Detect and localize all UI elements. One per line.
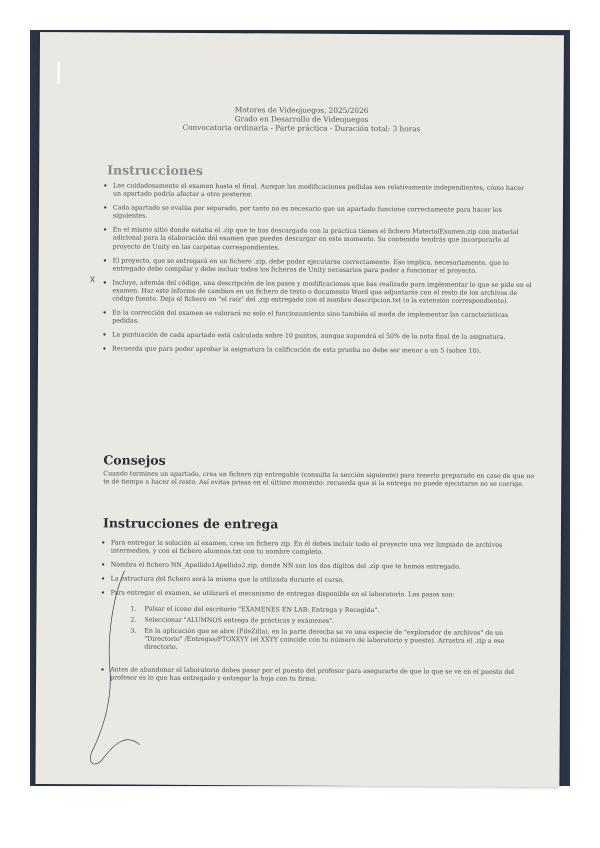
step-item: 1. Pulsar el icono del escritorio "EXAMENES EN LAB: Entrega y Recogida". — [130, 605, 380, 615]
list-item: • La puntuación de cada apartado está calculada sobre 10 puntos, aunque supondrá el 50% de la nota final de la asignatura. — [94, 331, 532, 342]
list-item: • El proyecto, que se entregará en un fichero .zip, debe poder ejecutarse correctamente. Eso implica, necesariamente, que lo entregado debe compilar y debe incluir todos los ficheros de Unity necesarios para poder a funcionar el proyecto. — [95, 257, 533, 276]
step-item: 3. En la aplicación que se abre (FileZilla), en la parte derecha se ve una especie de "explorador de archivos" de un "Directorio" /Entregas/PTOXXYY (el XXYY coincide con tu número de laboratorio y puesto). Arrastra el .zip a ese directorio. — [130, 627, 505, 652]
exam-paper — [35, 32, 564, 787]
header-session: Convocatoria ordinaria - Parte práctica - Duración total: 3 horas — [182, 122, 421, 134]
section-title-consejos: Consejos — [103, 452, 166, 468]
step-text: En la aplicación que se abre (FileZilla), en la parte derecha se ve una especie de "explorador de archivos" de un "Directorio" /Entregas/PTOXXYY (el XXYY coincide con tu número de laboratorio y puesto). Arrastra el .zip a ese directorio. — [144, 627, 505, 652]
list-item: • Antes de abandonar el laboratorio debes pasar por el puesto del profesor para asegurarte de que lo que se ve en el puesto del profesor es lo que has entregado y entregar la hoja con tu firma. — [92, 666, 530, 685]
list-item: • En la corrección del examen se valorará no solo el funcionamiento sino también el modo de implementar las características pedidas. — [94, 309, 532, 328]
list-item: • Incluye, además del código, una descripción de los pasos y modificaciones que has realizado para implementar lo que se pide en el examen. Haz este informe de cambios en un fichero de texto o documento Word que adjuntarás con el resto de los archivos de código fuente. Deja el fichero en "el raíz" del .zip entregado con el nombre descripcion.txt (o la extensión correspondiente). — [94, 279, 532, 307]
section-title-entrega: Instrucciones de entrega — [102, 515, 279, 532]
step-text: Seleccionar "ALUMNOS entrega de prácticas y exámenes". — [144, 616, 335, 625]
header-degree: Grado en Desarrollo de Videojuegos — [234, 114, 369, 125]
list-item: • Cada apartado se evalúa por separado, por tanto no es necesario que un apartado funcione correctamente para hacer los siguientes. — [95, 204, 533, 223]
section-title-instrucciones: Instrucciones — [107, 162, 204, 178]
consejos-paragraph: Cuando termines un apartado, crea un fichero zip entregable (consulta la sección siguiente) para tenerlo preparado en caso de que no te dé tiempo a hacer el resto. Así evitas prisas en el último momento: recuerda que si la entrega no puede ejecutarse no se corrige. — [103, 470, 535, 489]
list-item: • Nombra el fichero NN_Apellido1Apellido2.zip, donde NN son los dos dígitos del .zip que te hemos entregado. — [93, 561, 536, 572]
list-item: • En el mismo sitio donde estaba el .zip que te has descargado con la práctica tienes el fichero MaterialExamen.zip con material adicional para la elaboración del examen que puedes descargar en este momento. Su contenido tendrás que incorporarlo al proyecto de Unity en las carpetas correspondientes. — [95, 227, 533, 255]
pen-scribble — [35, 32, 564, 787]
list-item: • Lee cuidadosamente el examen hasta el final. Aunque las modificaciones pedidas son relativamente independientes, cómo hacer un apartado podría afectar a otro posterior. — [95, 182, 533, 201]
header-course: Motores de Videojuegos, 2025/2026 — [234, 105, 369, 116]
list-item: • La estructura del fichero será la misma que la utilizada durante el curso. — [93, 575, 536, 586]
list-item: • Recuerda que para poder aprobar la asignatura la calificación de esta prueba no debe ser menor a un 5 (sobre 10). — [94, 345, 532, 356]
list-item: • Para entregar la solución al examen, crea un fichero zip. En él debes incluir todo el proyecto una vez limpiado de archivos intermedios, y con el fichero alumnos.txt con tu nombre completo. — [93, 539, 536, 558]
step-item: 2. Seleccionar "ALUMNOS entrega de prácticas y exámenes". — [130, 616, 335, 625]
step-text: Pulsar el icono del escritorio "EXAMENES EN LAB: Entrega y Recogida". — [144, 605, 380, 615]
list-item: • Para entregar el examen, se utilizará el mecanismo de entregas disponible en el laboratorio. Los pasos son: — [93, 589, 536, 600]
